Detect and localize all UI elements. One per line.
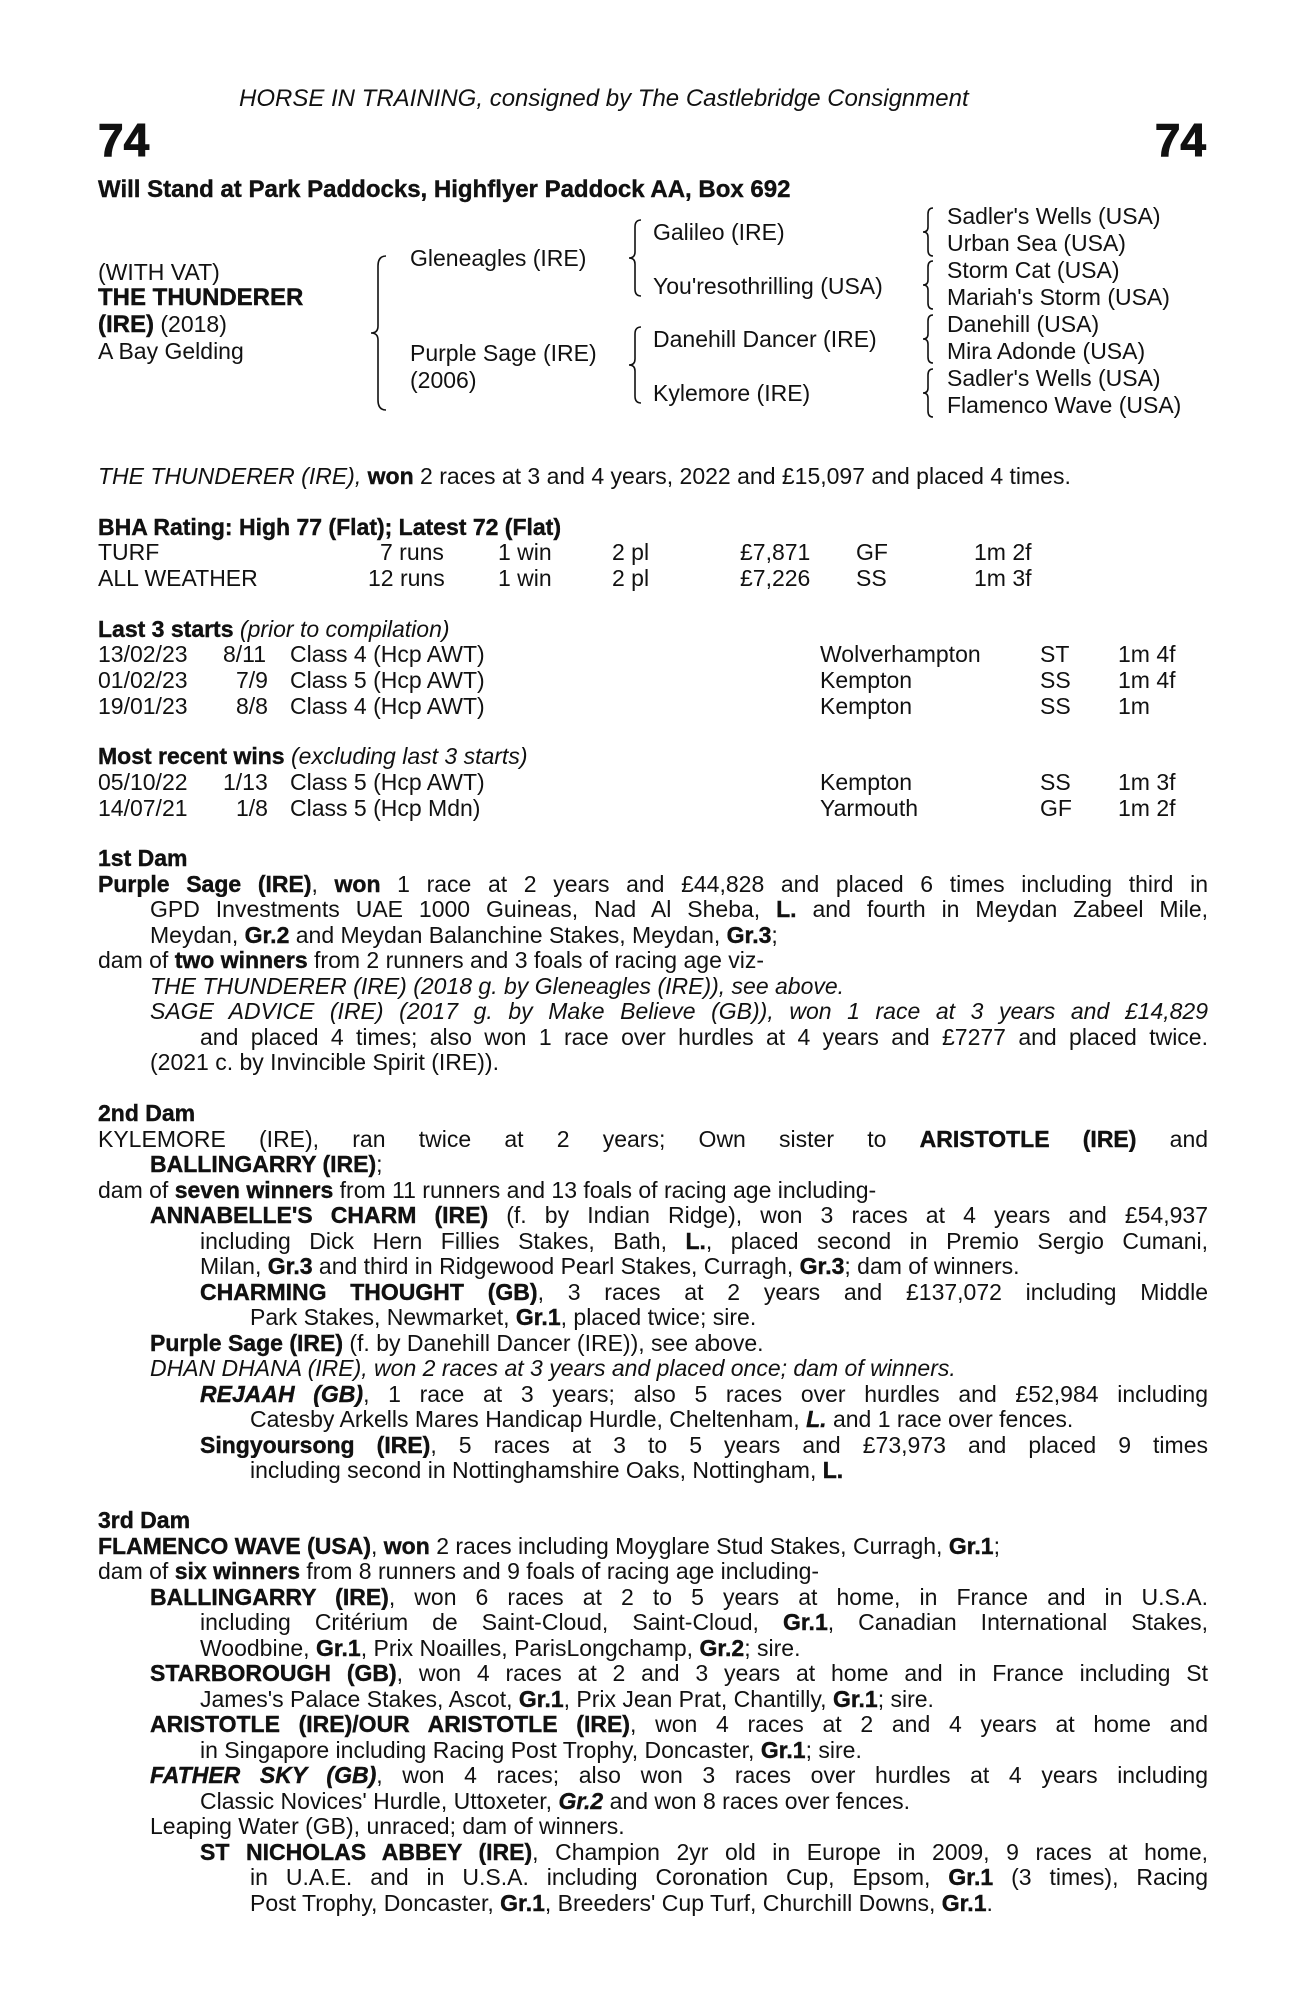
third-dam-line	[98, 1559, 1208, 1585]
wins-heading: Most recent wins	[98, 743, 285, 769]
listed-label: L.	[685, 1228, 706, 1254]
text: , placed second in Premio Sergio Cumani,	[705, 1228, 1208, 1254]
grade-label: Gr.1	[760, 1736, 806, 1763]
pedigree-g3-5: Danehill (USA)	[947, 311, 1100, 337]
win-date: 05/10/22	[98, 769, 188, 795]
rating-wins: 1 win	[498, 565, 552, 591]
run-date: 01/02/23	[98, 667, 188, 693]
rating-heading: BHA Rating: High 77 (Flat); Latest 72 (Flat)	[98, 514, 561, 540]
summary-horse-name: THE THUNDERER (IRE),	[98, 463, 362, 489]
last3-row	[98, 668, 1198, 694]
text: from 2 runners and 3 foals of racing age viz-	[314, 947, 765, 973]
third-dam-line	[98, 1738, 1208, 1764]
pedigree-g3-1: Sadler's Wells (USA)	[947, 203, 1161, 229]
run-position: 8/11	[223, 641, 267, 667]
third-dam-line	[98, 1687, 1208, 1713]
horse-country: (IRE)	[98, 311, 154, 338]
pedigree-dam: Purple Sage (IRE)	[410, 340, 597, 366]
pedigree-dam-year: (2006)	[410, 367, 477, 393]
win-going: GF	[1040, 795, 1072, 821]
text: Catesby Arkells Mares Handicap Hurdle, Cheltenham,	[250, 1406, 800, 1432]
listed-label: L.	[822, 1457, 844, 1483]
second-dam-heading: 2nd Dam	[98, 1100, 196, 1126]
grade-label: Gr.1	[500, 1889, 545, 1916]
horse-country: (IRE)	[1082, 1126, 1137, 1152]
run-date: 13/02/23	[98, 641, 188, 667]
horse-name: ARISTOTLE (IRE)/OUR ARISTOTLE (IRE)	[150, 1712, 630, 1737]
pedigree-g3-3: Storm Cat (USA)	[947, 257, 1120, 283]
text: (3 times), Racing	[1011, 1865, 1208, 1890]
text: Classic Novices' Hurdle, Uttoxeter,	[200, 1787, 553, 1814]
horse-name: FLAMENCO WAVE (USA)	[98, 1532, 372, 1559]
text: KYLEMORE (IRE), ran twice at 2 years; Own sister to	[98, 1126, 887, 1152]
run-course: Kempton	[820, 693, 913, 719]
horse-name: ST NICHOLAS ABBEY (IRE)	[200, 1839, 533, 1865]
text: , Prix Jean Prat, Chantilly,	[563, 1685, 827, 1712]
first-dam-line	[98, 872, 1208, 898]
text: , won 4 races; also won 3 races over hurdles at 4 years including	[376, 1763, 1208, 1788]
text: Park Stakes, Newmarket,	[250, 1304, 510, 1330]
grade-label: Gr.3	[726, 921, 772, 948]
third-dam-line	[98, 1585, 1208, 1611]
horse-name: Purple Sage (IRE)	[150, 1329, 343, 1356]
text: ;	[993, 1532, 1000, 1559]
text: , Canadian International Stakes,	[827, 1610, 1208, 1635]
win-position: 1/8	[236, 795, 268, 821]
horse-name: THE THUNDERER	[98, 284, 304, 311]
first-dam-progeny: THE THUNDERER (IRE) (2018 g. by Gleneagles (IRE)), see above.	[150, 972, 845, 999]
win-race: Class 5 (Hcp Mdn)	[290, 795, 481, 821]
pedigree-g3-6: Mira Adonde (USA)	[947, 338, 1146, 364]
second-dam-line	[98, 1331, 1208, 1357]
third-dam-line	[98, 1840, 1208, 1866]
grade-label: Gr.1	[832, 1685, 878, 1712]
third-dam-line	[98, 1763, 1208, 1789]
third-dam-line	[98, 1661, 1208, 1687]
text: , won 6 races at 2 to 5 years at home, in France and in U.S.A.	[388, 1584, 1208, 1610]
run-race: Class 4 (Hcp AWT)	[290, 641, 485, 667]
second-dam-line: DHAN DHANA (IRE), won 2 races at 3 years and placed once; dam of winners.	[150, 1355, 956, 1381]
third-dam-line	[98, 1534, 1208, 1560]
pedigree-brace-g3-4	[920, 367, 936, 419]
text: and 1 race over fences.	[832, 1406, 1074, 1432]
second-dam-section	[98, 1101, 1208, 1484]
text: and Meydan Balanchine Stakes, Meydan,	[295, 921, 721, 948]
run-position: 8/8	[236, 693, 268, 719]
text: including Dick Hern Fillies Stakes, Bath,	[200, 1228, 667, 1254]
stand-location: Will Stand at Park Paddocks, Highflyer Paddock AA, Box 692	[98, 176, 791, 203]
rating-prize: £7,871	[740, 539, 811, 565]
grade-label: Gr.1	[948, 1865, 994, 1890]
text: .	[986, 1889, 993, 1916]
horse-name: FATHER SKY (GB)	[150, 1763, 377, 1788]
rating-going: GF	[856, 539, 888, 565]
second-dam-line	[98, 1280, 1208, 1306]
text: dam of	[98, 1176, 169, 1203]
text: ; sire.	[877, 1685, 934, 1712]
pedigree-brace-g3-1	[920, 206, 936, 258]
rating-surface: TURF	[98, 539, 160, 565]
grade-label: Gr.2	[558, 1787, 604, 1814]
run-distance: 1m 4f	[1118, 667, 1176, 693]
run-distance: 1m 4f	[1118, 641, 1176, 667]
pedigree-g3-7: Sadler's Wells (USA)	[947, 365, 1161, 391]
horse-name: ARISTOTLE	[919, 1126, 1050, 1152]
rating-placed: 2 pl	[612, 565, 650, 591]
text: ; sire.	[744, 1634, 801, 1661]
lot-number-right: 74	[1154, 114, 1206, 166]
pedigree-brace-sire	[626, 218, 644, 298]
winners-count: six winners	[174, 1558, 300, 1584]
win-race: Class 5 (Hcp AWT)	[290, 769, 485, 795]
win-row	[98, 796, 1198, 822]
second-dam-line	[98, 1433, 1208, 1459]
pedigree-g3-4: Mariah's Storm (USA)	[947, 284, 1170, 310]
text: (f. by Indian Ridge), won 3 races at 4 years and £54,937	[506, 1203, 1208, 1228]
vat-note: (WITH VAT)	[98, 259, 220, 285]
grade-label: Gr.2	[699, 1634, 745, 1661]
last3-heading: Last 3 starts	[98, 616, 234, 642]
horse-name: BALLINGARRY (IRE)	[150, 1584, 389, 1610]
last3-row	[98, 694, 1198, 720]
first-dam-line	[98, 923, 1208, 949]
text: , placed twice; sire.	[560, 1304, 757, 1330]
rating-runs: 7 runs	[380, 539, 444, 565]
third-dam-line	[98, 1865, 1208, 1891]
listed-label: L.	[776, 897, 797, 922]
text: from 11 runners and 13 foals of racing age including-	[339, 1176, 877, 1203]
second-dam-line	[98, 1382, 1208, 1408]
text: ; dam of winners.	[844, 1253, 1020, 1279]
grade-label: Gr.1	[518, 1685, 564, 1712]
run-going: SS	[1040, 693, 1071, 719]
text: dam of	[98, 947, 169, 973]
rating-runs: 12 runs	[368, 565, 445, 591]
run-going: ST	[1040, 641, 1070, 667]
first-dam-heading: 1st Dam	[98, 845, 188, 871]
run-going: SS	[1040, 667, 1071, 693]
text: GPD Investments UAE 1000 Guineas, Nad Al Sheba,	[150, 897, 761, 922]
third-dam-line	[98, 1789, 1208, 1815]
lot-number-left: 74	[98, 114, 150, 166]
first-dam-line	[98, 897, 1208, 923]
second-dam-line	[98, 1407, 1208, 1433]
second-dam-line	[98, 1305, 1208, 1331]
rating-surface: ALL WEATHER	[98, 565, 258, 591]
horse-year: (2018)	[160, 311, 227, 337]
text: ,	[311, 871, 318, 897]
second-dam-line	[98, 1178, 1208, 1204]
second-dam-line	[98, 1203, 1208, 1229]
last3-row	[98, 642, 1198, 668]
grade-label: Gr.1	[515, 1304, 561, 1330]
rating-row	[98, 540, 1198, 566]
horse-name: REJAAH (GB)	[200, 1381, 364, 1407]
text: Milan,	[200, 1253, 262, 1279]
text: ;	[376, 1151, 383, 1177]
horse-name: CHARMING THOUGHT (GB)	[200, 1279, 538, 1305]
text: , Champion 2yr old in Europe in 2009, 9 races at home,	[532, 1839, 1208, 1865]
last3-heading-line	[98, 617, 450, 643]
pedigree-dam-sire: Danehill Dancer (IRE)	[653, 326, 877, 352]
rating-placed: 2 pl	[612, 539, 650, 565]
horse-name: STARBOROUGH (GB)	[150, 1661, 397, 1686]
grade-label: Gr.1	[782, 1610, 828, 1635]
run-course: Wolverhampton	[820, 641, 981, 667]
text: James's Palace Stakes, Ascot,	[200, 1685, 513, 1712]
rating-prize: £7,226	[740, 565, 811, 591]
third-dam-line	[98, 1610, 1208, 1636]
summary-won: won	[367, 463, 414, 489]
text: and fourth in Meydan Zabeel Mile,	[812, 897, 1208, 922]
horse-description: A Bay Gelding	[98, 338, 244, 364]
listed-label: L.	[806, 1406, 827, 1432]
first-dam-progeny: SAGE ADVICE (IRE) (2017 g. by Make Believe (GB)), won 1 race at 3 years and £14,829	[150, 999, 1208, 1024]
text: , won 4 races at 2 and 4 years at home and	[629, 1712, 1208, 1737]
rating-distance: 1m 2f	[974, 539, 1032, 565]
pedigree-sire-dam: You'resothrilling (USA)	[653, 273, 883, 299]
horse-name: Singyoursong (IRE)	[200, 1432, 431, 1458]
text: ; sire.	[805, 1736, 862, 1763]
win-date: 14/07/21	[98, 795, 188, 821]
first-dam-progeny: and placed 4 times; also won 1 race over hurdles at 4 years and £7277 and placed twice.	[200, 1024, 1208, 1050]
horse-origin-year	[98, 312, 227, 338]
text: 1 race at 2 years and £44,828 and placed 6 times including third in	[397, 871, 1208, 897]
run-course: Kempton	[820, 667, 913, 693]
third-dam-line	[98, 1712, 1208, 1738]
third-dam-line: Leaping Water (GB), unraced; dam of winners.	[150, 1813, 625, 1839]
wins-heading-line	[98, 744, 527, 770]
text: , Prix Noailles, ParisLongchamp,	[360, 1634, 694, 1661]
winners-count: seven winners	[174, 1176, 334, 1203]
win-going: SS	[1040, 769, 1071, 795]
text: ;	[771, 921, 778, 948]
win-distance: 1m 3f	[1118, 769, 1176, 795]
rating-distance: 1m 3f	[974, 565, 1032, 591]
text: Woodbine,	[200, 1634, 310, 1661]
pedigree-brace-g3-3	[920, 313, 936, 365]
win-distance: 1m 2f	[1118, 795, 1176, 821]
first-dam-progeny: (2021 c. by Invincible Spirit (IRE)).	[150, 1049, 499, 1075]
summary-text: 2 races at 3 and 4 years, 2022 and £15,097 and placed 4 times.	[420, 463, 1071, 489]
winners-count: two winners	[174, 947, 308, 973]
grade-label: Gr.2	[244, 921, 290, 948]
rating-row	[98, 566, 1198, 592]
dam-name: Purple Sage (IRE)	[98, 871, 312, 897]
won-label: won	[383, 1532, 430, 1559]
text: , 1 race at 3 years; also 5 races over hurdles and £52,984 including	[363, 1381, 1208, 1407]
first-dam-section	[98, 846, 1208, 1076]
text: , won 4 races at 2 and 3 years at home and in France including St	[396, 1661, 1208, 1686]
text: , Breeders' Cup Turf, Churchill Downs,	[544, 1889, 936, 1916]
second-dam-line	[98, 1229, 1208, 1255]
grade-label: Gr.3	[799, 1253, 845, 1279]
third-dam-heading: 3rd Dam	[98, 1507, 191, 1533]
win-position: 1/13	[223, 769, 268, 795]
text: dam of	[98, 1558, 169, 1584]
third-dam-section	[98, 1508, 1208, 1916]
text: and won 8 races over fences.	[609, 1787, 911, 1814]
won-label: won	[334, 871, 381, 897]
text: ,	[371, 1532, 378, 1559]
run-race: Class 5 (Hcp AWT)	[290, 667, 485, 693]
grade-label: Gr.1	[948, 1532, 994, 1559]
text: (f. by Danehill Dancer (IRE)), see above.	[349, 1329, 764, 1356]
text: , 5 races at 3 to 5 years and £73,973 and placed 9 times	[430, 1432, 1208, 1458]
win-course: Yarmouth	[820, 795, 919, 821]
win-course: Kempton	[820, 769, 913, 795]
rating-wins: 1 win	[498, 539, 552, 565]
text: including second in Nottinghamshire Oaks, Nottingham,	[250, 1457, 817, 1483]
grade-label: Gr.1	[315, 1634, 361, 1661]
text: , 3 races at 2 years and £137,072 including Middle	[537, 1279, 1208, 1305]
wins-note: (excluding last 3 starts)	[291, 743, 528, 769]
grade-label: Gr.3	[267, 1253, 313, 1279]
text: Meydan,	[150, 921, 239, 948]
third-dam-line	[98, 1636, 1208, 1662]
text: Post Trophy, Doncaster,	[250, 1889, 494, 1916]
last3-note: (prior to compilation)	[239, 616, 450, 642]
race-summary	[98, 464, 1071, 490]
text: 2 races including Moyglare Stud Stakes, Curragh,	[436, 1532, 943, 1559]
second-dam-line	[98, 1254, 1208, 1280]
run-date: 19/01/23	[98, 693, 188, 719]
grade-label: Gr.1	[941, 1889, 987, 1916]
second-dam-line	[98, 1127, 1208, 1153]
second-dam-line	[98, 1152, 1208, 1178]
run-race: Class 4 (Hcp AWT)	[290, 693, 485, 719]
text: in U.A.E. and in U.S.A. including Coronation Cup, Epsom,	[250, 1865, 931, 1890]
pedigree-dam-dam: Kylemore (IRE)	[653, 380, 811, 406]
rating-going: SS	[856, 565, 887, 591]
run-distance: 1m	[1118, 693, 1150, 719]
text: and third in Ridgewood Pearl Stakes, Curragh,	[318, 1253, 794, 1279]
pedigree-g3-8: Flamenco Wave (USA)	[947, 392, 1182, 418]
pedigree-brace-dam	[626, 325, 644, 405]
text: including Critérium de Saint-Cloud, Saint-Cloud,	[200, 1610, 759, 1635]
pedigree-sire: Gleneagles (IRE)	[410, 245, 587, 271]
pedigree-brace-g3-2	[920, 259, 936, 311]
text: from 8 runners and 9 foals of racing age including-	[306, 1558, 820, 1584]
text: in Singapore including Racing Post Trophy, Doncaster,	[200, 1736, 755, 1763]
text: and	[1169, 1126, 1208, 1152]
page-header: HORSE IN TRAINING, consigned by The Castlebridge Consignment	[239, 85, 969, 112]
win-row	[98, 770, 1198, 796]
second-dam-line	[98, 1458, 1208, 1484]
third-dam-line	[98, 1891, 1208, 1917]
run-position: 7/9	[236, 667, 268, 693]
horse-name: ANNABELLE'S CHARM (IRE)	[150, 1203, 489, 1228]
horse-name: BALLINGARRY (IRE)	[150, 1151, 377, 1177]
pedigree-g3-2: Urban Sea (USA)	[947, 230, 1126, 256]
pedigree-brace-main	[368, 254, 390, 412]
first-dam-line	[98, 948, 1208, 974]
pedigree-sire-sire: Galileo (IRE)	[653, 219, 785, 245]
